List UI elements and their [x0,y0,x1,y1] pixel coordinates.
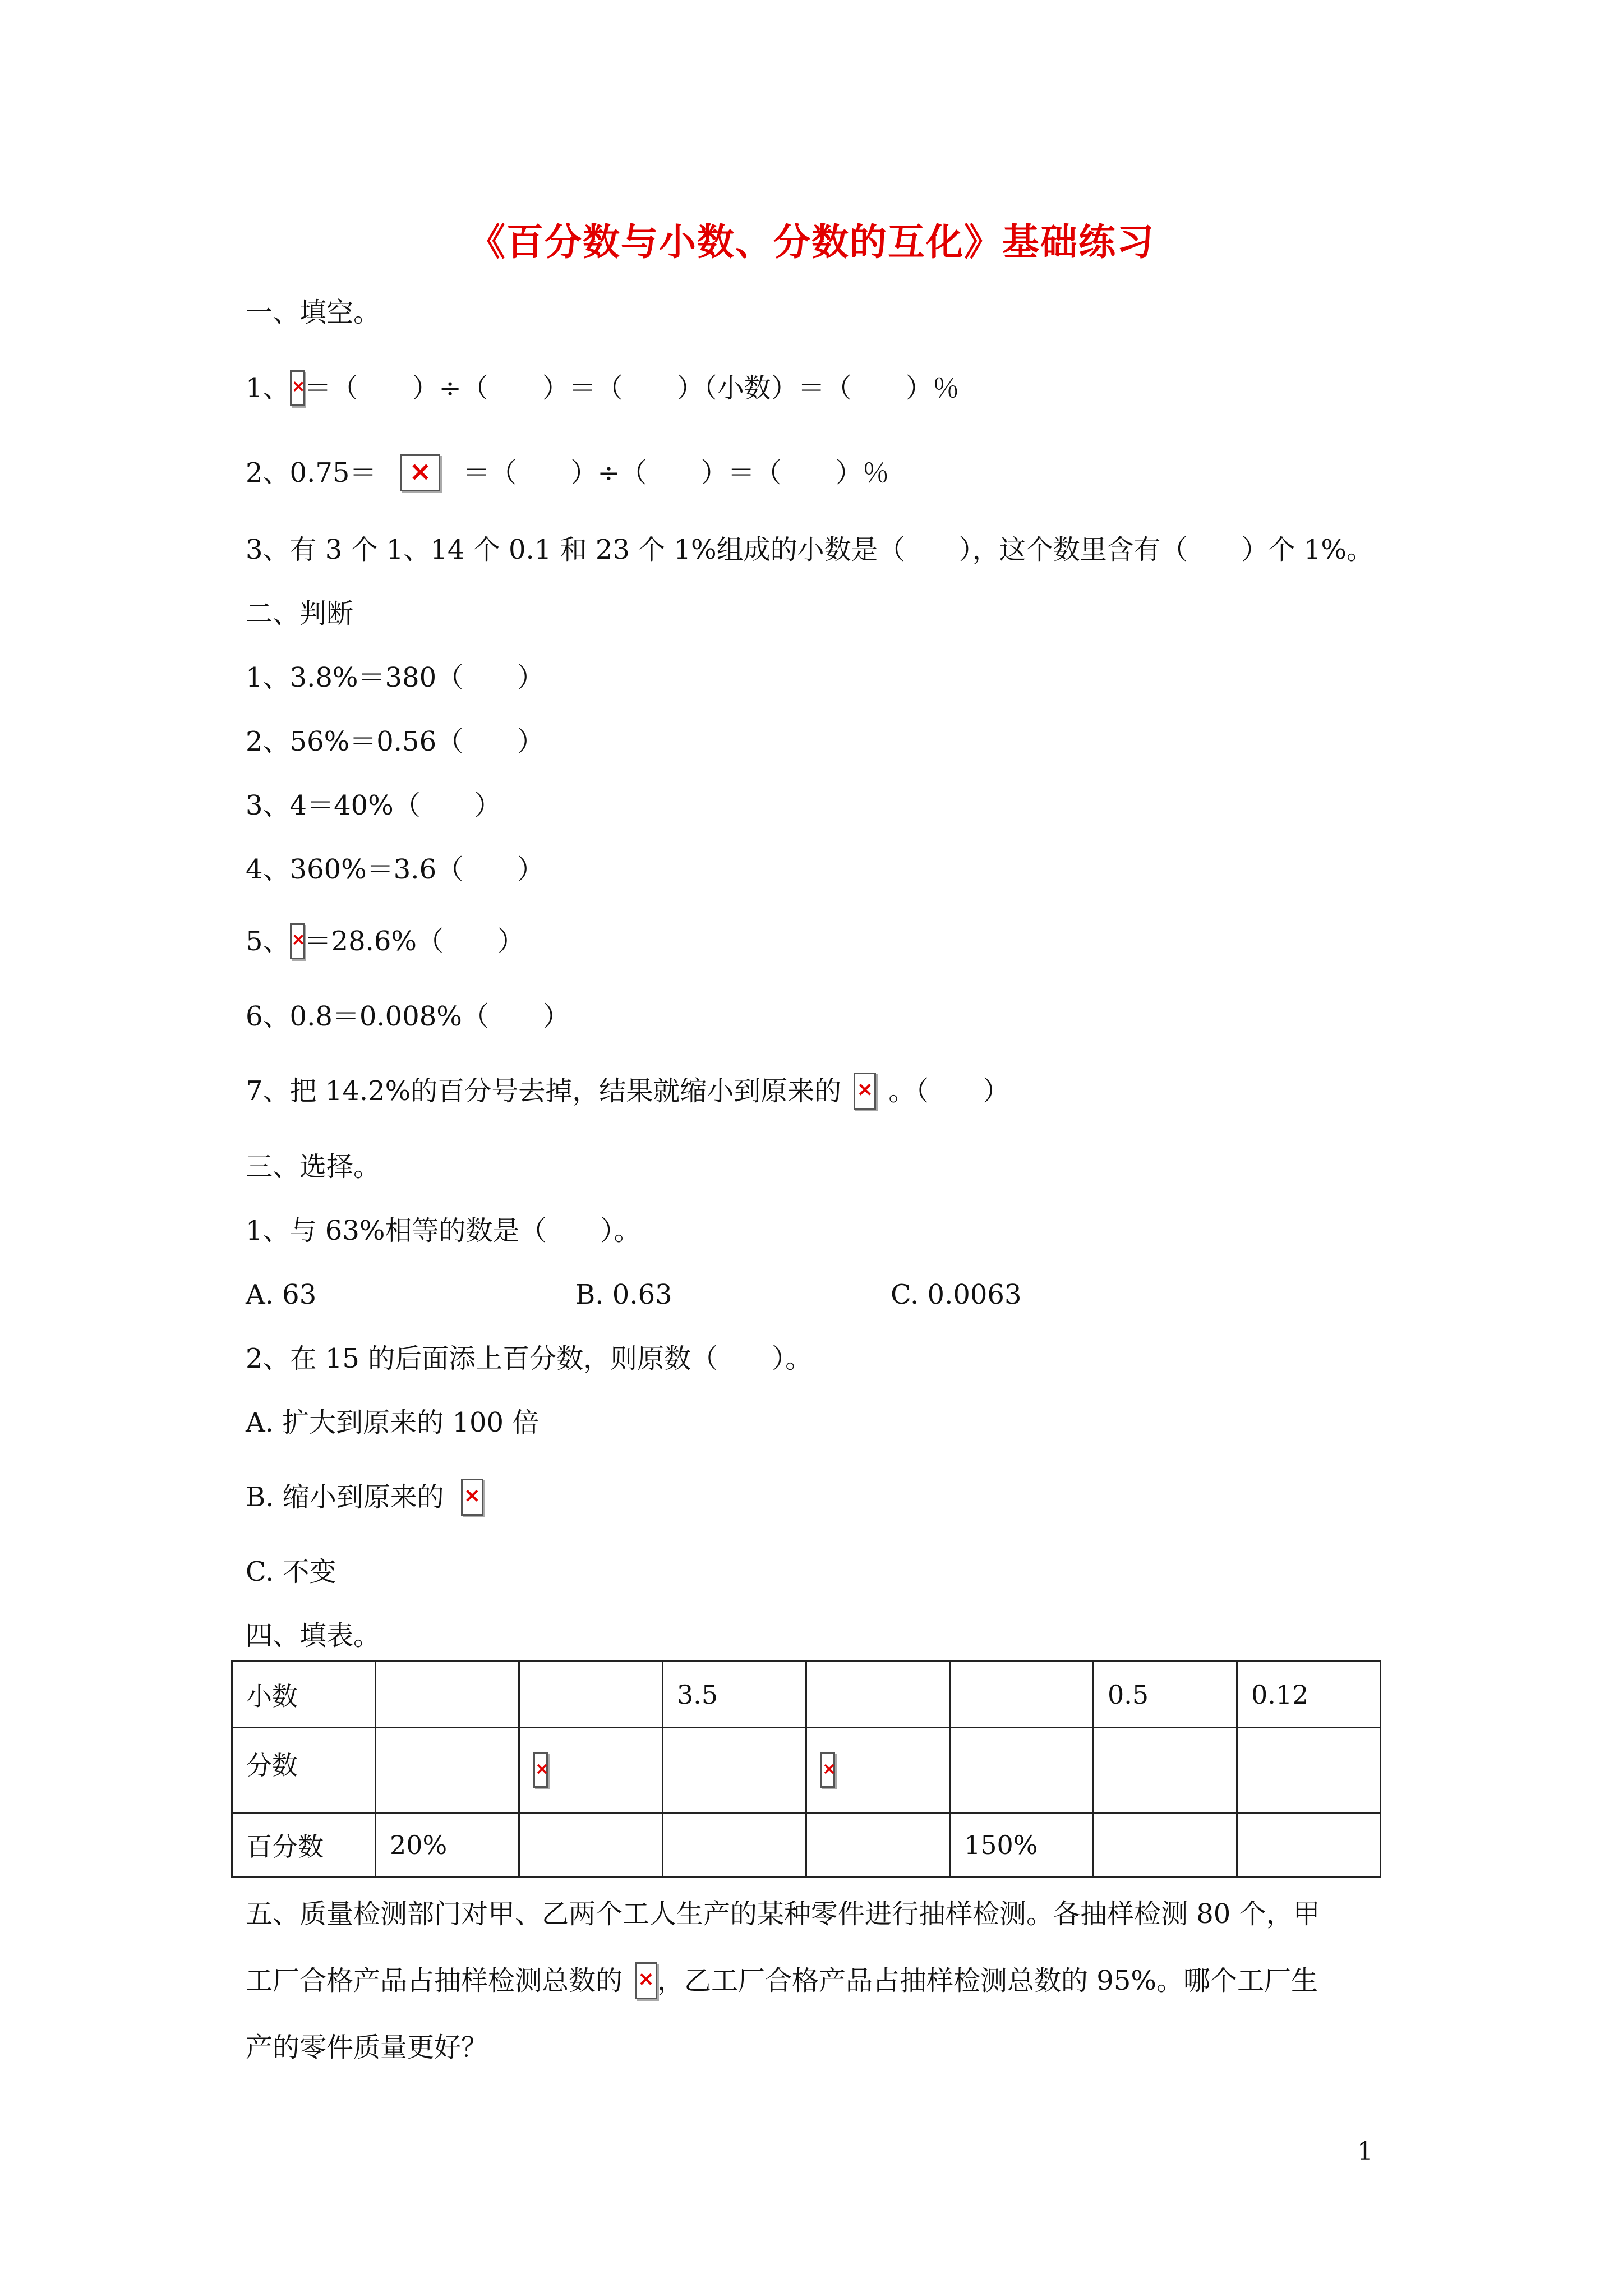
fill-q2-text: ＝（ ）÷（ ）＝（ ）％ [463,457,889,489]
table-cell [663,1813,806,1877]
fraction-image-icon [290,923,305,959]
table-cell [1237,1728,1381,1813]
word-problem-line-2-suffix: ，乙工厂合格产品占抽样检测总数的 95%。哪个工厂生 [657,1965,1318,1996]
section3-heading: 三、选择。 [246,1151,381,1182]
word-problem-line-1: 五、质量检测部门对甲、乙两个工人生产的某种零件进行抽样检测。各抽样检测 80 个，甲 [246,1898,1320,1930]
fill-q1-number: 1、 [246,372,290,404]
fraction-image-icon [533,1752,548,1788]
table-cell [376,1728,519,1813]
choice-q2-option-a: A. 扩大到原来的 100 倍 [246,1407,540,1438]
table-cell [1237,1813,1381,1877]
choice-q2-option-b-text: B. 缩小到原来的 [246,1481,444,1513]
fill-q2 [246,454,889,491]
table-cell: 3.5 [663,1662,806,1728]
fill-q2-prefix: 2、0.75＝ [246,457,377,489]
word-problem-line-2 [246,1962,1318,1999]
row-label: 百分数 [232,1813,376,1877]
judge-item-5 [246,923,524,959]
fraction-image-icon [635,1962,657,1999]
choice-q1-option-a: A. 63 [246,1279,317,1310]
fill-q1-text: ＝（ ）÷（ ）＝（ ）（小数）＝（ ）％ [304,372,960,404]
table-cell [950,1728,1094,1813]
fraction-image-icon [854,1073,876,1110]
table-cell: 0.5 [1094,1662,1237,1728]
row-label: 分数 [232,1728,376,1813]
fraction-image-icon [290,370,305,406]
judge-item-7-prefix: 7、把 14.2%的百分号去掉，结果就缩小到原来的 [246,1075,842,1107]
table-cell [519,1728,663,1813]
choice-q1-option-b: B. 0.63 [575,1279,672,1310]
table-row-percent [232,1813,1381,1877]
table-cell: 0.12 [1237,1662,1381,1728]
table-cell [663,1728,806,1813]
fraction-image-icon [400,454,440,491]
fill-q1 [246,370,960,406]
word-problem-line-2-prefix: 工厂合格产品占抽样检测总数的 [246,1965,623,1996]
table-cell [1094,1728,1237,1813]
table-cell [950,1662,1094,1728]
judge-item-4: 4、360%＝3.6（ ） [246,854,545,885]
row-label: 小数 [232,1662,376,1728]
fill-q3: 3、有 3 个 1、14 个 0.1 和 23 个 1%组成的小数是（ ），这个数里含有（ ）个 1%。 [246,534,1373,565]
judge-item-2: 2、56%＝0.56（ ） [246,726,545,757]
judge-item-7 [246,1073,1009,1110]
table-cell [376,1662,519,1728]
choice-q1-option-c: C. 0.0063 [891,1279,1022,1310]
table-row-fraction [232,1728,1381,1813]
word-problem-line-3: 产的零件质量更好？ [246,2032,488,2063]
table-cell [519,1813,663,1877]
choice-q2-option-c: C. 不变 [246,1556,336,1588]
section4-heading: 四、填表。 [246,1620,381,1651]
judge-item-3: 3、4＝40%（ ） [246,790,501,821]
page-title: 《百分数与小数、分数的互化》基础练习 [468,220,1155,264]
choice-q1: 1、与 63%相等的数是（ ）。 [246,1215,641,1246]
table-cell [806,1728,950,1813]
table-cell [519,1662,663,1728]
page-number: 1 [1357,2137,1373,2166]
judge-item-7-suffix: 。（ ） [888,1075,1010,1107]
judge-item-5-text: ＝28.6%（ ） [304,926,525,957]
fraction-image-icon [461,1479,483,1516]
judge-item-1: 1、3.8%＝380（ ） [246,662,545,693]
table-cell [806,1813,950,1877]
section2-heading: 二、判断 [246,598,354,629]
choice-q2: 2、在 15 的后面添上百分数，则原数（ ）。 [246,1343,813,1374]
table-cell: 20% [376,1813,519,1877]
table-row-decimal [232,1662,1381,1728]
table-cell [1094,1813,1237,1877]
judge-item-5-number: 5、 [246,926,290,957]
conversion-table [231,1660,1381,1878]
choice-q2-option-b [246,1479,483,1516]
section1-heading: 一、填空。 [246,297,381,328]
table-cell: 150% [950,1813,1094,1877]
judge-item-6: 6、0.8＝0.008%（ ） [246,1001,570,1032]
fraction-image-icon [820,1752,835,1788]
table-cell [806,1662,950,1728]
